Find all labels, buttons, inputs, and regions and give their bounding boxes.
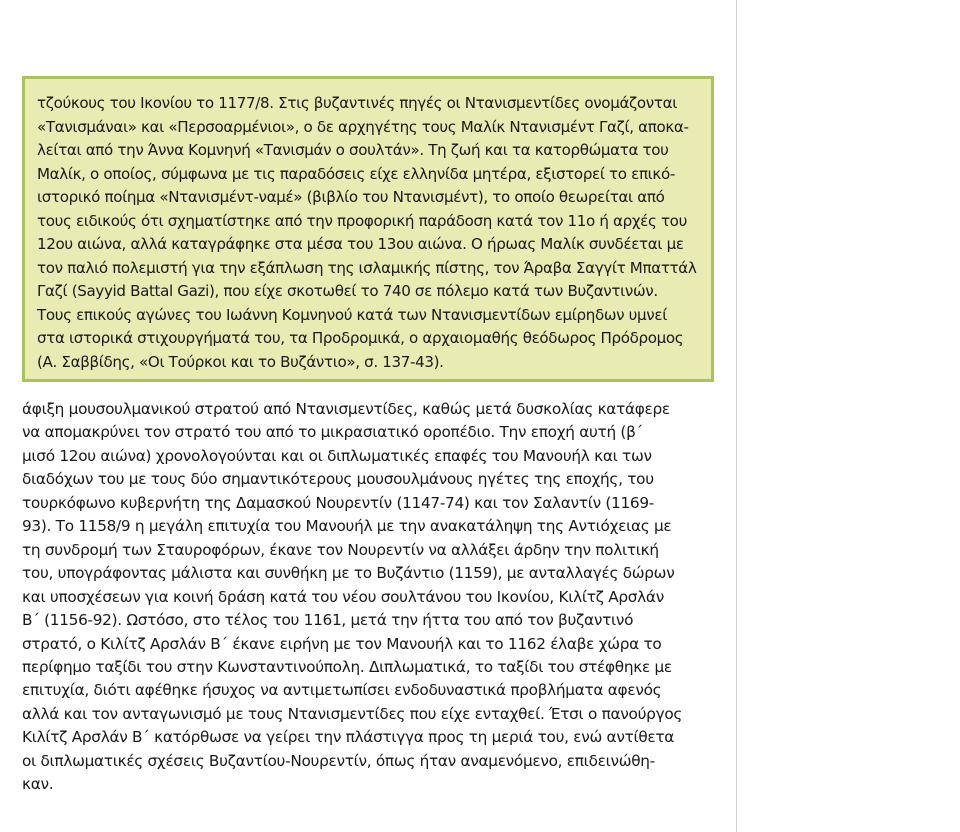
body-text-line: τουρκόφωνο κυβερνήτη της Δαμασκού Νουρεντίν (1147-74) και τον Σαλαντίν (1169- — [22, 493, 655, 512]
sidebar-text-line: «Τανισμάναι» και «Περσοαρμένιοι», ο δε αρχηγέτης τους Μαλίκ Ντανισμέντ Γαζί, αποκα- — [37, 117, 689, 136]
sidebar-text-line: τους ειδικούς ότι σχηματίστηκε από την προφορική παράδοση κατά τον 11ο ή αρχές του — [37, 211, 687, 230]
body-text-line: περίφημο ταξίδι του στην Κωνσταντινούπολη. Διπλωματικά, το ταξίδι του στέφθηκε με — [22, 657, 672, 676]
sidebar-text-line: λείται από την Άννα Κομνηνή «Τανισμάν ο σουλτάν». Τη ζωή και τα κατορθώματα του — [37, 141, 669, 159]
page-margin-rule — [736, 0, 737, 832]
sidebar-text-line: (Α. Σαββίδης, «Οι Τούρκοι και το Βυζάντιο», σ. 137-43). — [37, 352, 444, 371]
body-text-line: Κιλίτζ Αρσλάν Β΄ κατόρθωσε να γείρει την πλάστιγγα προς τη μεριά του, ενώ αντίθετα — [22, 728, 675, 747]
body-text-line: αλλά και τον ανταγωνισμό με τους Ντανισμεντίδες που είχε ενταχθεί. Έτσι ο πανούργος — [22, 704, 683, 723]
body-text-line: καν. — [22, 775, 54, 794]
sidebar-note-box — [22, 76, 714, 382]
sidebar-text-line: 12ου αιώνα, αλλά καταγράφηκε στα μέσα του 13ου αιώνα. Ο ήρωας Μαλίκ συνδέεται με — [37, 235, 684, 253]
body-text-line: 93). Το 1158/9 η μεγάλη επιτυχία του Μανουήλ με την ανακατάληψη της Αντιόχειας με — [22, 517, 672, 536]
body-text-line: άφιξη μουσουλμανικού στρατού από Ντανισμεντίδες, καθώς μετά δυσκολίας κατάφερε — [22, 400, 670, 418]
body-text-line: του, υπογράφοντας μάλιστα και συνθήκη με το Βυζάντιο (1159), με ανταλλαγές δώρων — [22, 564, 675, 583]
sidebar-text-line: ιστορικό ποίημα «Ντανισμέντ-ναμέ» (βιβλίο του Ντανισμέντ), το οποίο θεωρείται από — [37, 188, 665, 206]
body-text-line: και υποσχέσεων για κοινή δράση κατά του νέου σουλτάνου του Ικονίου, Κιλίτζ Αρσλάν — [22, 587, 664, 606]
sidebar-text-line: στα ιστορικά στιχουργήματά του, τα Προδρομικά, ο αρχαιομαθής θεόδωρος Πρόδρομος — [37, 329, 684, 347]
body-text-line: τη συνδρομή των Σταυροφόρων, έκανε τον Νουρεντίν να αλλάξει άρδην την πολιτική — [22, 540, 659, 559]
body-paragraph — [22, 398, 717, 797]
sidebar-text-line: τζούκους του Ικονίου το 1177/8. Στις βυζαντινές πηγές οι Ντανισμεντίδες ονομάζονται — [37, 94, 677, 112]
body-text-line: να απομακρύνει τον στρατό του από το μικρασιατικό οροπέδιο. Την εποχή αυτή (β΄ — [22, 423, 643, 442]
sidebar-text-line: Τους επικούς αγώνες του Ιωάννη Κομνηνού κατά των Ντανισμεντίδων εμίρηδων υμνεί — [37, 305, 667, 324]
sidebar-text-line: Γαζί (Sayyid Battal Gazi), που είχε σκοτωθεί το 740 σε πόλεμο κατά των Βυζαντινών. — [37, 282, 658, 300]
body-text-line: Β΄ (1156-92). Ωστόσο, στο τέλος του 1161, μετά την ήττα του από τον βυζαντινό — [22, 611, 634, 630]
body-text-line: μισό 12ου αιώνα) χρονολογούνται και οι διπλωματικές επαφές του Μανουήλ και των — [22, 446, 652, 465]
sidebar-text-line: Μαλίκ, ο οποίος, σύμφωνα με τις παραδόσεις είχε ελληνίδα μητέρα, εξιστορεί το επικό- — [37, 164, 675, 183]
sidebar-text-line: τον παλιό πολεμιστή για την εξάπλωση της ισλαμικής πίστης, τον Άραβα Σαγγίτ Μπαττάλ — [37, 258, 697, 277]
body-text-line: επιτυχία, διότι αφέθηκε ήσυχος να αντιμετωπίσει ενδοδυναστικά προβλήματα αφενός — [22, 681, 662, 700]
body-text-line: στρατό, ο Κιλίτζ Αρσλάν Β΄ έκανε ειρήνη με τον Μανουήλ και το 1162 έλαβε χώρα το — [22, 634, 662, 653]
body-text-line: διαδόχων του με τους δύο σημαντικότερους μουσουλμάνους ηγέτες της εποχής, του — [22, 470, 654, 489]
body-text-line: οι διπλωματικές σχέσεις Βυζαντίου-Νουρεντίν, όπως ήταν αναμενόμενο, επιδεινώθη- — [22, 751, 655, 770]
